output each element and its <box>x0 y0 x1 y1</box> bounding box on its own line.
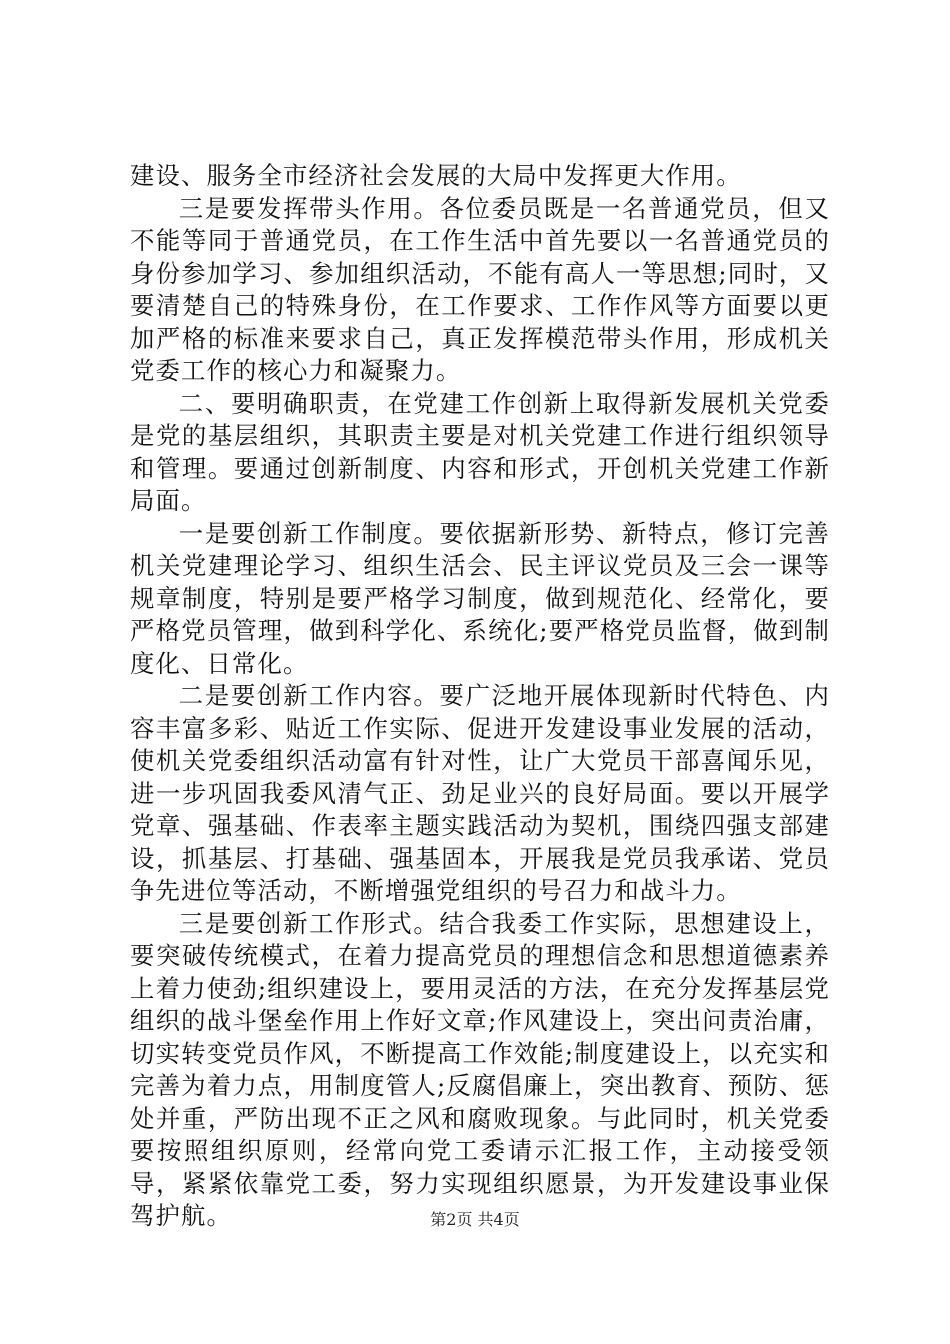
page-footer <box>0 1209 950 1231</box>
page-number: 第2页 共4页 <box>430 1210 520 1229</box>
paragraph-4: 一是要创新工作制度。要依据新形势、新特点，修订完善机关党建理论学习、组织生活会、民主评议党员及三会一课等规章制度，特别是要严格学习制度，做到规范化、经常化，要严格党员管理，做到科学化、系统化;要严格党员监督，做到制度化、日常化。 <box>130 518 830 678</box>
paragraph-5: 二是要创新工作内容。要广泛地开展体现新时代特色、内容丰富多彩、贴近工作实际、促进开发建设事业发展的活动，使机关党委组织活动富有针对性，让广大党员干部喜闻乐见，进一步巩固我委风清气正、劲足业兴的良好局面。要以开展学党章、强基础、作表率主题实践活动为契机，围绕四强支部建设，抓基层、打基础、强基固本，开展我是党员我承诺、党员争先进位等活动，不断增强党组织的号召力和战斗力。 <box>130 681 830 905</box>
document-body <box>130 160 830 1233</box>
paragraph-1: 建设、服务全市经济社会发展的大局中发挥更大作用。 <box>130 161 742 190</box>
paragraph-6: 三是要创新工作形式。结合我委工作实际，思想建设上，要突破传统模式，在着力提高党员的理想信念和思想道德素养上着力使劲;组织建设上，要用灵活的方法，在充分发挥基层党组织的战斗堡垒作用上作好文章;作风建设上，突出问责治庸，切实转变党员作风，不断提高工作效能;制度建设上，以充实和完善为着力点，用制度管人;反腐倡廉上，突出教育、预防、惩处并重，严防出现不正之风和腐败现象。与此同时，机关党委要按照组织原则，经常向党工委请示汇报工作，主动接受领导，紧紧依靠党工委，努力实现组织愿景，为开发建设事业保驾护航。 <box>130 908 830 1230</box>
paragraph-3: 二、要明确职责，在党建工作创新上取得新发展机关党委是党的基层组织，其职责主要是对机关党建工作进行组织领导和管理。要通过创新制度、内容和形式，开创机关党建工作新局面。 <box>130 388 830 515</box>
paragraph-2: 三是要发挥带头作用。各位委员既是一名普通党员，但又不能等同于普通党员，在工作生活中首先要以一名普通党员的身份参加学习、参加组织活动，不能有高人一等思想;同时，又要清楚自己的特殊身份，在工作要求、工作作风等方面要以更加严格的标准来要求自己，真正发挥模范带头作用，形成机关党委工作的核心力和凝聚力。 <box>130 193 830 385</box>
